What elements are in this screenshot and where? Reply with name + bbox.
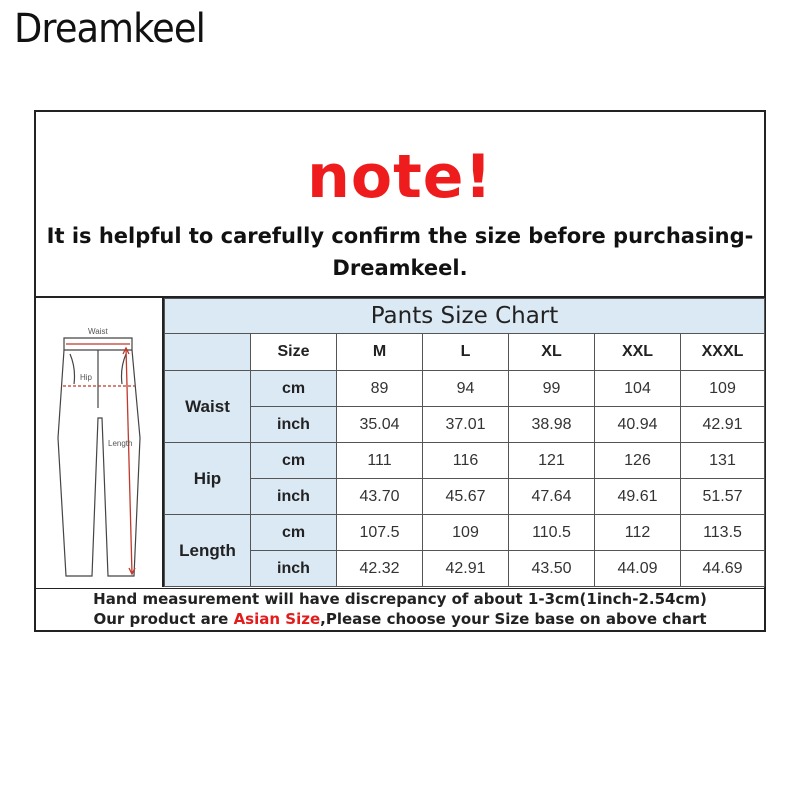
size-table (164, 298, 765, 587)
value-cell: 109 (423, 515, 509, 551)
unit-cell: cm (251, 443, 337, 479)
note-line-1: It is helpful to carefully confirm the size before purchasing- (46, 224, 754, 248)
value-cell: 38.98 (509, 407, 595, 443)
unit-cell: cm (251, 371, 337, 407)
note-title: note! (307, 142, 493, 212)
value-cell: 45.67 (423, 479, 509, 515)
size-chart-title: Pants Size Chart (165, 299, 765, 334)
value-cell: 47.64 (509, 479, 595, 515)
value-cell: 43.50 (509, 551, 595, 587)
value-cell: 37.01 (423, 407, 509, 443)
value-cell: 40.94 (595, 407, 681, 443)
value-cell: 131 (681, 443, 765, 479)
table-row (165, 551, 765, 587)
size-header-xxl: XXL (595, 334, 681, 371)
size-guide-card (34, 110, 766, 632)
size-header-l: L (423, 334, 509, 371)
value-cell: 107.5 (337, 515, 423, 551)
diagram-label-hip: Hip (80, 373, 93, 382)
size-chart (164, 298, 764, 587)
group-label-length: Length (165, 515, 251, 587)
value-cell: 89 (337, 371, 423, 407)
value-cell: 112 (595, 515, 681, 551)
value-cell: 42.32 (337, 551, 423, 587)
value-cell: 104 (595, 371, 681, 407)
note-line-2: Dreamkeel. (332, 256, 468, 280)
value-cell: 121 (509, 443, 595, 479)
diagram-label-waist: Waist (88, 327, 108, 336)
footer-line-1: Hand measurement will have discrepancy of about 1-3cm(1inch-2.54cm) (93, 590, 707, 608)
value-cell: 51.57 (681, 479, 765, 515)
table-row (165, 515, 765, 551)
value-cell: 35.04 (337, 407, 423, 443)
footer-line-2 (36, 609, 764, 629)
value-cell: 94 (423, 371, 509, 407)
value-cell: 43.70 (337, 479, 423, 515)
footer-note (36, 588, 764, 631)
value-cell: 113.5 (681, 515, 765, 551)
table-row (165, 443, 765, 479)
value-cell: 110.5 (509, 515, 595, 551)
value-cell: 99 (509, 371, 595, 407)
group-label-waist: Waist (165, 371, 251, 443)
value-cell: 111 (337, 443, 423, 479)
unit-cell: inch (251, 551, 337, 587)
note-section (36, 112, 764, 298)
group-label-hip: Hip (165, 443, 251, 515)
value-cell: 116 (423, 443, 509, 479)
unit-cell: inch (251, 479, 337, 515)
value-cell: 42.91 (423, 551, 509, 587)
asian-size-highlight: Asian Size (233, 610, 321, 628)
value-cell: 109 (681, 371, 765, 407)
table-row (165, 407, 765, 443)
table-row (165, 371, 765, 407)
note-text (36, 220, 764, 284)
header-corner (165, 334, 251, 371)
size-header-xl: XL (509, 334, 595, 371)
value-cell: 126 (595, 443, 681, 479)
value-cell: 42.91 (681, 407, 765, 443)
unit-cell: inch (251, 407, 337, 443)
size-label: Size (251, 334, 337, 371)
value-cell: 44.69 (681, 551, 765, 587)
size-header-xxxl: XXXL (681, 334, 765, 371)
pants-illustration (36, 298, 162, 587)
diagram-label-length: Length (108, 439, 133, 448)
brand-logo: Dreamkeel (14, 6, 205, 52)
value-cell: 49.61 (595, 479, 681, 515)
size-header-m: M (337, 334, 423, 371)
table-row (165, 479, 765, 515)
value-cell: 44.09 (595, 551, 681, 587)
unit-cell: cm (251, 515, 337, 551)
footer-line-2-prefix: Our product are (93, 610, 234, 628)
footer-line-2-suffix: ,Please choose your Size base on above chart (320, 610, 707, 628)
pants-measure-diagram (36, 298, 164, 587)
